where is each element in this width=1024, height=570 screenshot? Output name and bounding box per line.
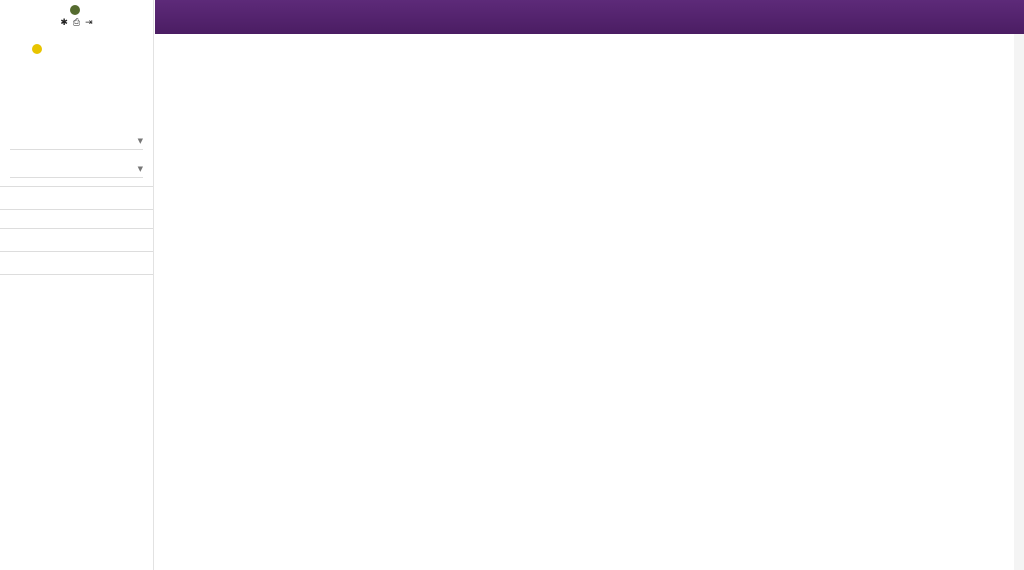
menu-dashboard[interactable] bbox=[0, 187, 153, 203]
company-logo[interactable] bbox=[0, 36, 153, 110]
scrollbar[interactable] bbox=[1014, 34, 1024, 570]
menu-users-block bbox=[0, 252, 153, 275]
menu-users-groups[interactable] bbox=[0, 252, 153, 268]
chevron-down-icon: ▼ bbox=[137, 164, 143, 173]
bee-icon bbox=[32, 44, 42, 54]
search-select[interactable] bbox=[10, 132, 143, 150]
bookmarks-select[interactable] bbox=[10, 160, 143, 178]
menu-dashboard-block bbox=[0, 187, 153, 210]
menu-configuration[interactable] bbox=[0, 210, 153, 222]
menu-admin-block bbox=[0, 229, 153, 252]
print-icon[interactable]: ⎙ bbox=[72, 18, 81, 28]
top-menu-bar bbox=[155, 0, 1024, 34]
logout-icon[interactable]: ⇥ bbox=[85, 18, 93, 28]
bug-icon[interactable]: ✱ bbox=[60, 18, 68, 28]
user-box bbox=[0, 0, 153, 28]
chevron-down-icon: ▼ bbox=[137, 136, 143, 145]
menu-admin-tools[interactable] bbox=[0, 229, 153, 245]
avatar[interactable] bbox=[70, 5, 80, 15]
menu-config-block bbox=[0, 210, 153, 229]
left-sidebar bbox=[0, 0, 154, 570]
